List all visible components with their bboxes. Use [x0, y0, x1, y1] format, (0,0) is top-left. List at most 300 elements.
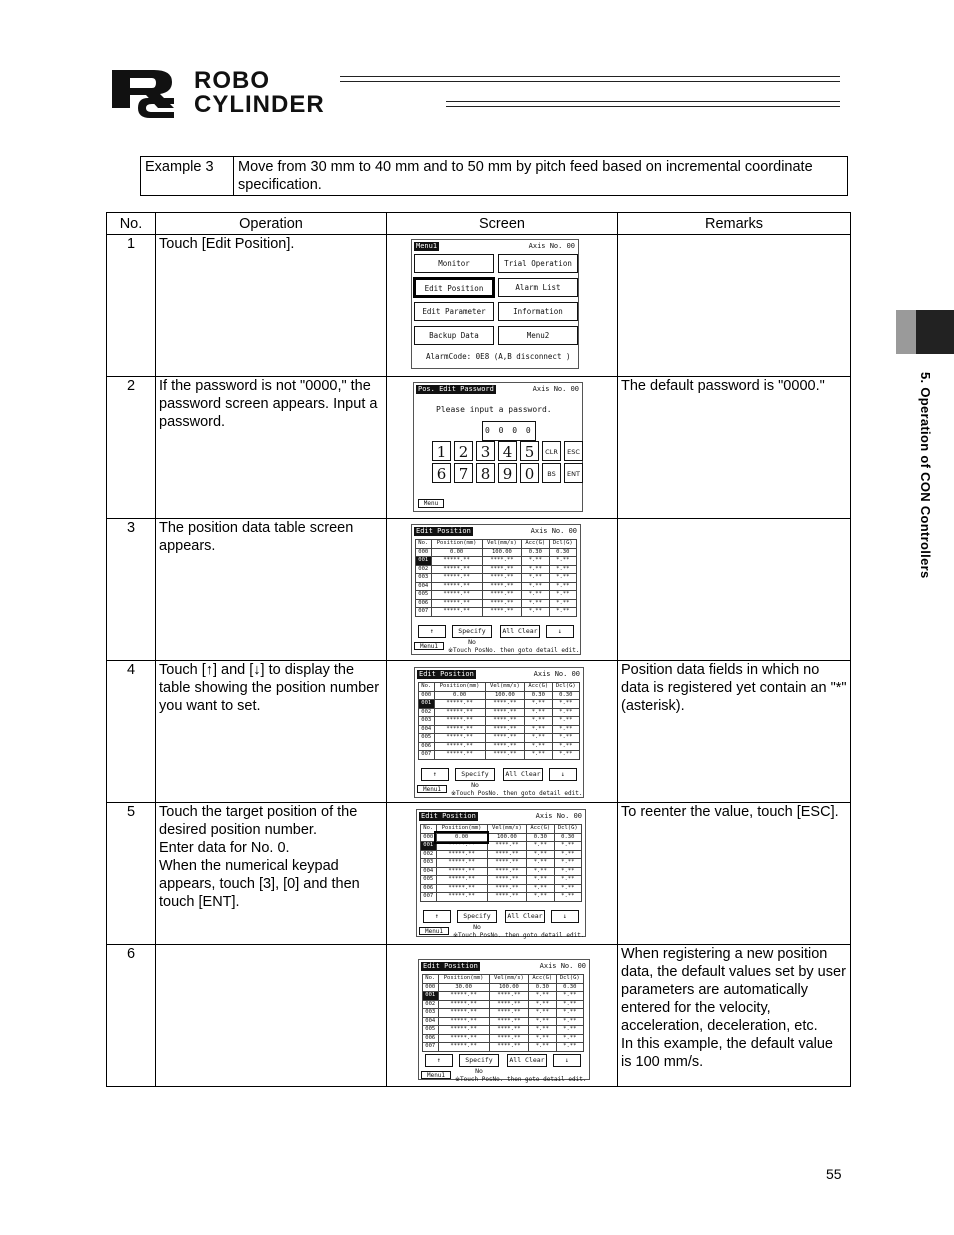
- grid-row[interactable]: [421, 876, 582, 885]
- grid-cell[interactable]: *.**: [549, 591, 576, 600]
- grid-column-header: Position(mm): [438, 975, 489, 984]
- grid-cell[interactable]: *****.**: [434, 717, 485, 726]
- grid-row[interactable]: [419, 725, 580, 734]
- key-9[interactable]: 9: [498, 463, 517, 483]
- specify-no-button[interactable]: Specify No: [452, 625, 492, 638]
- table-row: [107, 377, 851, 519]
- scroll-up-button[interactable]: ↑: [418, 625, 446, 638]
- grid-row[interactable]: [416, 599, 577, 608]
- grid-cell[interactable]: *.**: [522, 565, 549, 574]
- grid-cell[interactable]: *****.**: [434, 708, 485, 717]
- grid-cell[interactable]: *****.**: [431, 608, 482, 617]
- grid-cell[interactable]: *.**: [529, 1000, 556, 1009]
- row-remarks: [618, 519, 851, 661]
- grid-column-header: Acc(G): [527, 825, 554, 834]
- backup-data-button[interactable]: Backup Data: [414, 326, 494, 345]
- edit-position-button[interactable]: Edit Position: [414, 278, 494, 297]
- key-7[interactable]: 7: [454, 463, 473, 483]
- logo-robo: ROBO: [194, 67, 270, 94]
- specify-no-button[interactable]: Specify No: [455, 768, 495, 781]
- grid-column-header: No.: [419, 683, 435, 692]
- grid-cell[interactable]: *.**: [549, 565, 576, 574]
- grid-cell[interactable]: *.**: [552, 700, 579, 709]
- grid-cell[interactable]: *.**: [522, 599, 549, 608]
- specify-no-button[interactable]: Specify No: [459, 1054, 499, 1067]
- row-screen: [387, 235, 618, 377]
- grid-cell[interactable]: 005: [416, 591, 432, 600]
- key-6[interactable]: 6: [432, 463, 451, 483]
- grid-cell[interactable]: 0.30: [556, 983, 583, 992]
- menu1-button[interactable]: Menu1: [417, 785, 447, 793]
- grid-cell[interactable]: 007: [421, 893, 437, 902]
- grid-cell[interactable]: *.**: [525, 742, 552, 751]
- grid-cell[interactable]: ****.**: [489, 1043, 528, 1052]
- menu2-button[interactable]: Menu2: [498, 326, 578, 345]
- grid-cell[interactable]: 002: [419, 708, 435, 717]
- table-header-row: [107, 213, 851, 235]
- grid-row[interactable]: [423, 1000, 584, 1009]
- grid-cell[interactable]: *****.**: [438, 1026, 489, 1035]
- row-screen: [387, 661, 618, 803]
- grid-cell[interactable]: *****.**: [438, 992, 489, 1001]
- row-no: 5: [107, 803, 156, 945]
- grid-cell[interactable]: *****.**: [431, 565, 482, 574]
- position-table-screen: [416, 809, 586, 937]
- row-operation: [156, 945, 387, 1087]
- grid-cell[interactable]: ****.**: [489, 992, 528, 1001]
- scroll-down-button[interactable]: ↓: [553, 1054, 581, 1067]
- grid-cell[interactable]: *.**: [552, 725, 579, 734]
- grid-cell[interactable]: 000: [423, 983, 439, 992]
- grid-cell[interactable]: 003: [423, 1009, 439, 1018]
- grid-cell[interactable]: 0.30: [554, 833, 581, 842]
- grid-cell[interactable]: *****.**: [438, 1009, 489, 1018]
- position-data-grid: [422, 974, 584, 1052]
- key-3[interactable]: 3: [476, 441, 495, 461]
- grid-row[interactable]: [423, 1043, 584, 1052]
- grid-cell[interactable]: ****.**: [487, 842, 526, 851]
- grid-cell[interactable]: *****.**: [434, 742, 485, 751]
- grid-cell[interactable]: 003: [416, 574, 432, 583]
- position-data-grid: [415, 539, 577, 617]
- rc-logo-mark: [110, 68, 190, 120]
- grid-cell[interactable]: *.**: [522, 591, 549, 600]
- grid-cell[interactable]: 005: [419, 734, 435, 743]
- grid-cell[interactable]: *****.**: [438, 1017, 489, 1026]
- grid-cell[interactable]: *****.**: [436, 850, 487, 859]
- key-bs[interactable]: BS: [542, 463, 561, 483]
- grid-cell[interactable]: *.**: [527, 867, 554, 876]
- grid-column-header: Dcl(G): [554, 825, 581, 834]
- grid-cell[interactable]: ****.**: [487, 867, 526, 876]
- grid-row[interactable]: [416, 608, 577, 617]
- grid-cell[interactable]: *****.**: [436, 859, 487, 868]
- edit-parameter-button[interactable]: Edit Parameter: [414, 302, 494, 321]
- grid-cell[interactable]: ****.**: [485, 708, 524, 717]
- grid-cell[interactable]: *****.**: [431, 591, 482, 600]
- grid-row[interactable]: [416, 565, 577, 574]
- grid-cell[interactable]: ****.**: [489, 1026, 528, 1035]
- grid-cell[interactable]: *.**: [527, 893, 554, 902]
- grid-cell[interactable]: *.**: [552, 734, 579, 743]
- grid-cell[interactable]: *****.**: [431, 599, 482, 608]
- grid-row[interactable]: [423, 1034, 584, 1043]
- password-prompt: Please input a password.: [436, 405, 552, 414]
- menu1-button[interactable]: Menu1: [414, 642, 444, 650]
- grid-column-header: No.: [416, 540, 432, 549]
- grid-row[interactable]: [419, 751, 580, 760]
- grid-cell[interactable]: *.**: [525, 751, 552, 760]
- password-input[interactable]: 0 0 0 0: [482, 421, 536, 441]
- grid-cell[interactable]: ****.**: [485, 751, 524, 760]
- grid-column-header: Position(mm): [436, 825, 487, 834]
- axis-number: Axis No. 00: [535, 812, 582, 820]
- key-esc[interactable]: ESC: [564, 441, 583, 461]
- grid-cell[interactable]: 002: [423, 1000, 439, 1009]
- position-data-grid: [420, 824, 582, 902]
- grid-row[interactable]: [423, 992, 584, 1001]
- grid-row[interactable]: [423, 1009, 584, 1018]
- row-no: 1: [107, 235, 156, 377]
- grid-cell[interactable]: 0.00: [436, 833, 487, 842]
- grid-cell[interactable]: 0.00: [434, 691, 485, 700]
- grid-cell[interactable]: *****.**: [438, 1000, 489, 1009]
- grid-cell[interactable]: *.**: [554, 842, 581, 851]
- grid-cell[interactable]: *.**: [527, 876, 554, 885]
- grid-cell[interactable]: *****.**: [434, 700, 485, 709]
- screen-title: Edit Position: [419, 670, 474, 678]
- grid-cell[interactable]: *.**: [556, 1026, 583, 1035]
- grid-cell[interactable]: *****.**: [438, 1043, 489, 1052]
- grid-column-header: Dcl(G): [556, 975, 583, 984]
- grid-cell[interactable]: ****.**: [487, 850, 526, 859]
- grid-cell[interactable]: ****.**: [487, 884, 526, 893]
- page-number: 55: [826, 1166, 842, 1182]
- grid-row[interactable]: [419, 691, 580, 700]
- grid-cell[interactable]: *.**: [554, 867, 581, 876]
- grid-cell[interactable]: *.**: [529, 1034, 556, 1043]
- grid-cell[interactable]: *.**: [527, 850, 554, 859]
- grid-cell[interactable]: 100.00: [487, 833, 526, 842]
- grid-cell[interactable]: ****.**: [482, 599, 521, 608]
- menu-screen: [411, 239, 579, 369]
- key-1[interactable]: 1: [432, 441, 451, 461]
- grid-cell[interactable]: *****.**: [436, 842, 487, 851]
- grid-row[interactable]: [421, 893, 582, 902]
- scroll-up-button[interactable]: ↑: [425, 1054, 453, 1067]
- grid-row[interactable]: [419, 717, 580, 726]
- grid-cell[interactable]: ****.**: [485, 734, 524, 743]
- grid-header-row: [416, 540, 577, 549]
- grid-row[interactable]: [416, 548, 577, 557]
- grid-cell[interactable]: ****.**: [485, 742, 524, 751]
- grid-cell[interactable]: 004: [421, 867, 437, 876]
- grid-cell[interactable]: ****.**: [482, 565, 521, 574]
- key-8[interactable]: 8: [476, 463, 495, 483]
- grid-column-header: Vel(mm/s): [485, 683, 524, 692]
- grid-cell[interactable]: *.**: [529, 1026, 556, 1035]
- grid-cell[interactable]: *****.**: [431, 574, 482, 583]
- grid-cell[interactable]: 0.30: [527, 833, 554, 842]
- grid-cell[interactable]: *.**: [549, 574, 576, 583]
- grid-cell[interactable]: ****.**: [489, 1017, 528, 1026]
- grid-cell[interactable]: *****.**: [436, 876, 487, 885]
- axis-number: Axis No. 00: [532, 385, 579, 393]
- grid-row[interactable]: [423, 1026, 584, 1035]
- specify-no-button[interactable]: Specify No: [457, 910, 497, 923]
- grid-cell[interactable]: 000: [416, 548, 432, 557]
- grid-cell[interactable]: 005: [421, 876, 437, 885]
- row-operation: If the password is not "0000," the password screen appears. Input a password.: [156, 377, 387, 519]
- monitor-button[interactable]: Monitor: [414, 254, 494, 273]
- grid-cell[interactable]: *.**: [527, 842, 554, 851]
- key-2[interactable]: 2: [454, 441, 473, 461]
- grid-row[interactable]: [421, 842, 582, 851]
- chapter-side-label: 5. Operation of CON Controllers: [918, 372, 933, 579]
- information-button[interactable]: Information: [498, 302, 578, 321]
- grid-column-header: Position(mm): [431, 540, 482, 549]
- grid-cell[interactable]: 007: [416, 608, 432, 617]
- grid-cell[interactable]: *.**: [549, 557, 576, 566]
- grid-cell[interactable]: ****.**: [489, 1000, 528, 1009]
- grid-cell[interactable]: 0.30: [549, 548, 576, 557]
- screen-title: Pos. Edit Password: [418, 385, 494, 393]
- grid-row[interactable]: [421, 833, 582, 842]
- grid-cell[interactable]: 30.00: [438, 983, 489, 992]
- grid-cell[interactable]: 003: [419, 717, 435, 726]
- grid-column-header: Vel(mm/s): [487, 825, 526, 834]
- row-remarks: The default password is "0000.": [618, 377, 851, 519]
- screen-footer-hint: ※Touch PosNo. then goto detail edit.: [448, 647, 580, 654]
- grid-cell[interactable]: 004: [423, 1017, 439, 1026]
- row-screen: [387, 803, 618, 945]
- grid-cell[interactable]: *.**: [556, 1017, 583, 1026]
- grid-cell[interactable]: ****.**: [482, 582, 521, 591]
- grid-cell[interactable]: *.**: [552, 717, 579, 726]
- menu1-button[interactable]: Menu1: [419, 927, 449, 935]
- grid-column-header: Dcl(G): [552, 683, 579, 692]
- grid-cell[interactable]: ****.**: [489, 1034, 528, 1043]
- grid-cell[interactable]: *.**: [554, 884, 581, 893]
- procedure-table: [106, 212, 851, 1087]
- grid-cell[interactable]: 0.30: [552, 691, 579, 700]
- grid-cell[interactable]: ****.**: [487, 859, 526, 868]
- menu-button[interactable]: Menu: [418, 499, 444, 508]
- grid-row[interactable]: [419, 734, 580, 743]
- grid-cell[interactable]: *.**: [549, 608, 576, 617]
- grid-cell[interactable]: *.**: [525, 717, 552, 726]
- grid-cell[interactable]: ****.**: [487, 876, 526, 885]
- grid-row[interactable]: [421, 859, 582, 868]
- grid-row[interactable]: [419, 742, 580, 751]
- example-label: Example 3: [141, 157, 234, 196]
- grid-cell[interactable]: *.**: [554, 850, 581, 859]
- all-clear-button[interactable]: All Clear: [507, 1054, 547, 1067]
- grid-cell[interactable]: *.**: [556, 1000, 583, 1009]
- grid-cell[interactable]: 006: [419, 742, 435, 751]
- grid-cell[interactable]: 001: [416, 557, 432, 566]
- grid-column-header: No.: [423, 975, 439, 984]
- grid-cell[interactable]: 0.30: [525, 691, 552, 700]
- grid-cell[interactable]: *.**: [552, 708, 579, 717]
- grid-cell[interactable]: 000: [421, 833, 437, 842]
- grid-column-header: Acc(G): [522, 540, 549, 549]
- grid-cell[interactable]: ****.**: [485, 717, 524, 726]
- grid-cell[interactable]: 001: [423, 992, 439, 1001]
- grid-cell[interactable]: 003: [421, 859, 437, 868]
- grid-cell[interactable]: *.**: [552, 742, 579, 751]
- grid-cell[interactable]: 100.00: [482, 548, 521, 557]
- grid-cell[interactable]: *****.**: [434, 725, 485, 734]
- grid-row[interactable]: [416, 557, 577, 566]
- trial-operation-button[interactable]: Trial Operation: [498, 254, 578, 273]
- grid-cell[interactable]: *.**: [527, 884, 554, 893]
- grid-header-row: [419, 683, 580, 692]
- grid-row[interactable]: [416, 582, 577, 591]
- grid-cell[interactable]: *.**: [554, 893, 581, 902]
- grid-cell[interactable]: ****.**: [485, 725, 524, 734]
- screen-title: Edit Position: [416, 527, 471, 535]
- grid-cell[interactable]: *.**: [527, 859, 554, 868]
- grid-cell[interactable]: ****.**: [482, 591, 521, 600]
- grid-cell[interactable]: ****.**: [489, 1009, 528, 1018]
- menu1-button[interactable]: Menu1: [421, 1071, 451, 1079]
- grid-cell[interactable]: 004: [416, 582, 432, 591]
- grid-cell[interactable]: 007: [419, 751, 435, 760]
- grid-row[interactable]: [421, 850, 582, 859]
- grid-column-header: Dcl(G): [549, 540, 576, 549]
- grid-cell[interactable]: *.**: [525, 708, 552, 717]
- screen-footer-hint: ※Touch PosNo. then goto detail edit.: [455, 1076, 587, 1083]
- screen-footer-hint: ※Touch PosNo. then goto detail edit.: [453, 932, 585, 939]
- grid-cell[interactable]: *.**: [554, 876, 581, 885]
- grid-cell[interactable]: *.**: [549, 582, 576, 591]
- key-ent[interactable]: ENT: [564, 463, 583, 483]
- grid-row[interactable]: [416, 574, 577, 583]
- grid-row[interactable]: [416, 591, 577, 600]
- grid-cell[interactable]: *.**: [549, 599, 576, 608]
- scroll-up-button[interactable]: ↑: [423, 910, 451, 923]
- grid-cell[interactable]: *****.**: [431, 557, 482, 566]
- grid-cell[interactable]: *.**: [525, 700, 552, 709]
- row-screen: [387, 377, 618, 519]
- grid-cell[interactable]: *.**: [522, 557, 549, 566]
- grid-cell[interactable]: 006: [416, 599, 432, 608]
- grid-cell[interactable]: 0.30: [522, 548, 549, 557]
- grid-cell[interactable]: 006: [421, 884, 437, 893]
- grid-cell[interactable]: 001: [421, 842, 437, 851]
- screen-footer-hint: ※Touch PosNo. then goto detail edit.: [451, 790, 583, 797]
- grid-cell[interactable]: *****.**: [436, 884, 487, 893]
- all-clear-button[interactable]: All Clear: [505, 910, 545, 923]
- grid-cell[interactable]: *.**: [554, 859, 581, 868]
- position-table-screen: [414, 667, 584, 798]
- table-row: [107, 945, 851, 1087]
- row-no: 3: [107, 519, 156, 661]
- grid-cell[interactable]: *****.**: [436, 867, 487, 876]
- key-4[interactable]: 4: [498, 441, 517, 461]
- grid-cell[interactable]: ****.**: [482, 608, 521, 617]
- grid-row[interactable]: [423, 983, 584, 992]
- grid-cell[interactable]: ****.**: [482, 557, 521, 566]
- key-0[interactable]: 0: [520, 463, 539, 483]
- example-box: [140, 156, 848, 196]
- grid-cell[interactable]: *.**: [522, 574, 549, 583]
- grid-cell[interactable]: *.**: [552, 751, 579, 760]
- grid-cell[interactable]: 100.00: [485, 691, 524, 700]
- grid-row[interactable]: [421, 884, 582, 893]
- row-screen: [387, 519, 618, 661]
- grid-cell[interactable]: 006: [423, 1034, 439, 1043]
- all-clear-button[interactable]: All Clear: [500, 625, 540, 638]
- grid-cell[interactable]: *.**: [529, 992, 556, 1001]
- robo-cylinder-logo: [110, 68, 870, 120]
- grid-column-header: Acc(G): [529, 975, 556, 984]
- scroll-up-button[interactable]: ↑: [421, 768, 449, 781]
- grid-cell[interactable]: 0.30: [529, 983, 556, 992]
- grid-cell[interactable]: *****.**: [436, 893, 487, 902]
- grid-cell[interactable]: *****.**: [434, 751, 485, 760]
- grid-cell[interactable]: 007: [423, 1043, 439, 1052]
- logo-cylinder: CYLINDER: [194, 91, 325, 118]
- grid-cell[interactable]: *.**: [556, 1034, 583, 1043]
- alarm-code: AlarmCode: 0E8 (A,B disconnect ): [426, 352, 571, 361]
- grid-cell[interactable]: ****.**: [482, 574, 521, 583]
- grid-cell[interactable]: 002: [421, 850, 437, 859]
- grid-row[interactable]: [419, 700, 580, 709]
- grid-cell[interactable]: ****.**: [487, 893, 526, 902]
- grid-cell[interactable]: *.**: [529, 1017, 556, 1026]
- grid-cell[interactable]: ****.**: [485, 700, 524, 709]
- scroll-down-button[interactable]: ↓: [551, 910, 579, 923]
- screen-title: Edit Position: [423, 962, 478, 970]
- grid-cell[interactable]: *.**: [529, 1043, 556, 1052]
- grid-cell[interactable]: *.**: [556, 1009, 583, 1018]
- grid-column-header: Vel(mm/s): [482, 540, 521, 549]
- grid-cell[interactable]: 005: [423, 1026, 439, 1035]
- grid-cell[interactable]: *.**: [525, 734, 552, 743]
- key-clr[interactable]: CLR: [542, 441, 561, 461]
- grid-cell[interactable]: 0.00: [431, 548, 482, 557]
- grid-row[interactable]: [419, 708, 580, 717]
- grid-cell[interactable]: *.**: [556, 992, 583, 1001]
- grid-cell[interactable]: *.**: [522, 582, 549, 591]
- all-clear-button[interactable]: All Clear: [503, 768, 543, 781]
- grid-row[interactable]: [421, 867, 582, 876]
- alarm-list-button[interactable]: Alarm List: [498, 278, 578, 297]
- row-remarks: Position data fields in which no data is registered yet contain an "*" (asterisk).: [618, 661, 851, 803]
- key-5[interactable]: 5: [520, 441, 539, 461]
- row-screen: [387, 945, 618, 1087]
- grid-cell[interactable]: *.**: [522, 608, 549, 617]
- grid-cell[interactable]: 002: [416, 565, 432, 574]
- grid-cell[interactable]: *****.**: [434, 734, 485, 743]
- grid-row[interactable]: [423, 1017, 584, 1026]
- grid-cell[interactable]: 004: [419, 725, 435, 734]
- scroll-down-button[interactable]: ↓: [549, 768, 577, 781]
- grid-cell[interactable]: *****.**: [431, 582, 482, 591]
- row-operation: Touch [Edit Position].: [156, 235, 387, 377]
- grid-cell[interactable]: 000: [419, 691, 435, 700]
- grid-cell[interactable]: 001: [419, 700, 435, 709]
- scroll-down-button[interactable]: ↓: [546, 625, 574, 638]
- grid-cell[interactable]: *****.**: [438, 1034, 489, 1043]
- grid-cell[interactable]: *.**: [525, 725, 552, 734]
- grid-column-header: Position(mm): [434, 683, 485, 692]
- grid-cell[interactable]: *.**: [556, 1043, 583, 1052]
- grid-cell[interactable]: 100.00: [489, 983, 528, 992]
- grid-cell[interactable]: *.**: [529, 1009, 556, 1018]
